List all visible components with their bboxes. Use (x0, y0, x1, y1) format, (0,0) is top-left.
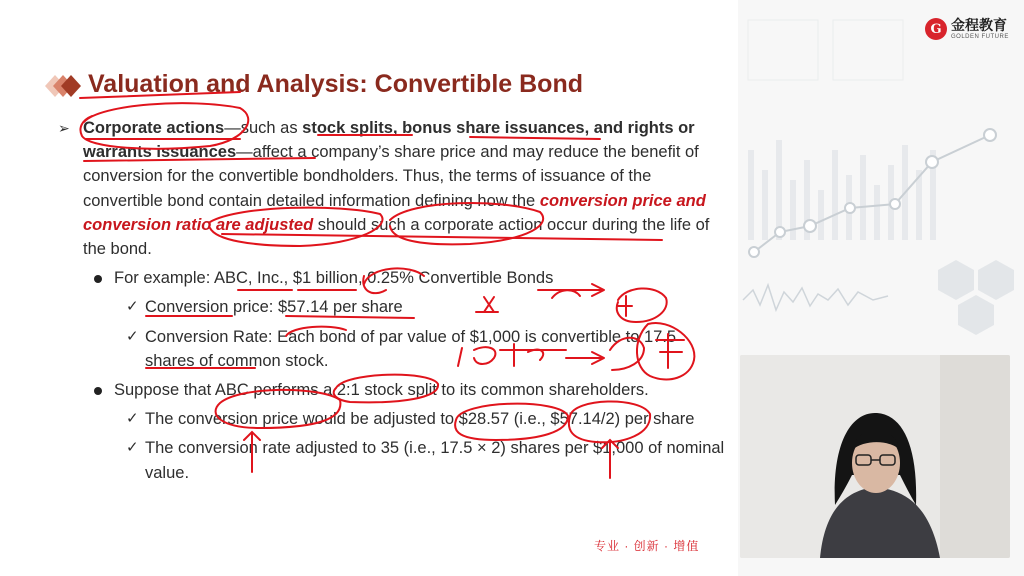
paragraph-text-end: should such a corporate action occur during the life of the bond. (83, 215, 710, 259)
adjusted-price-text: The conversion price would be adjusted to $28.57 (i.e., $57.14/2) per share (145, 410, 695, 429)
conversion-rate-text: Conversion Rate: Each bond of par value of $1,000 is convertible to 17.5 shares of common stock. (145, 327, 677, 370)
check-icon: ✓ (126, 298, 139, 316)
example-item (58, 266, 728, 290)
slide-content (58, 116, 728, 485)
slide-title: Valuation and Analysis: Convertible Bond (88, 70, 583, 98)
example-label: For example: ABC, Inc., $1 billion, 0.25% Convertible Bonds (114, 269, 554, 288)
conversion-rate-item (58, 325, 728, 373)
title-diamond-icon (33, 69, 83, 103)
emphasis-text: conversion price and conversion ratio are adjusted (83, 191, 706, 234)
dash-text: —such as (224, 119, 303, 137)
check-icon: ✓ (126, 439, 139, 457)
paragraph-text: —affect a company’s share price and may reduce the benefit of conversion for the convertible bondholders. Thus, the terms of issuance of the convertible bond contain detailed information defining how the (83, 143, 699, 210)
adjusted-rate-text: The conversion rate adjusted to 35 (i.e., 17.5 × 2) shares per $1,000 of nominal value. (145, 439, 725, 482)
presenter-webcam-video (740, 355, 1010, 558)
conversion-price-item (58, 295, 728, 319)
check-icon: ✓ (126, 410, 139, 428)
corporate-actions-list: stock splits, bonus share issuances, and rights or warrants issuances (83, 119, 695, 162)
presenter-avatar-icon (740, 355, 1010, 558)
conversion-price-text: Conversion price: $57.14 per share (145, 298, 403, 317)
adjusted-price-item (58, 407, 728, 431)
corporate-actions-lead: Corporate actions (83, 119, 225, 137)
footer-slogan: 专业 · 创新 · 增值 (594, 539, 700, 553)
background-chart-decoration (738, 0, 1024, 352)
corporate-actions-paragraph (58, 116, 728, 261)
brand-logo (925, 18, 1009, 40)
bullet-dot-icon (94, 387, 102, 395)
bullet-dot-icon (94, 275, 102, 283)
stock-split-label: Suppose that ABC performs a 2:1 stock split to its common shareholders. (114, 381, 649, 400)
brand-name-cn: 金程教育 (951, 17, 1007, 33)
adjusted-rate-item (58, 436, 728, 484)
check-icon: ✓ (126, 327, 139, 345)
stock-split-item (58, 378, 728, 402)
brand-logo-icon: G (925, 18, 947, 40)
arrow-bullet-icon: ➢ (58, 120, 70, 136)
brand-name-en: GOLDEN FUTURE (951, 34, 1009, 40)
